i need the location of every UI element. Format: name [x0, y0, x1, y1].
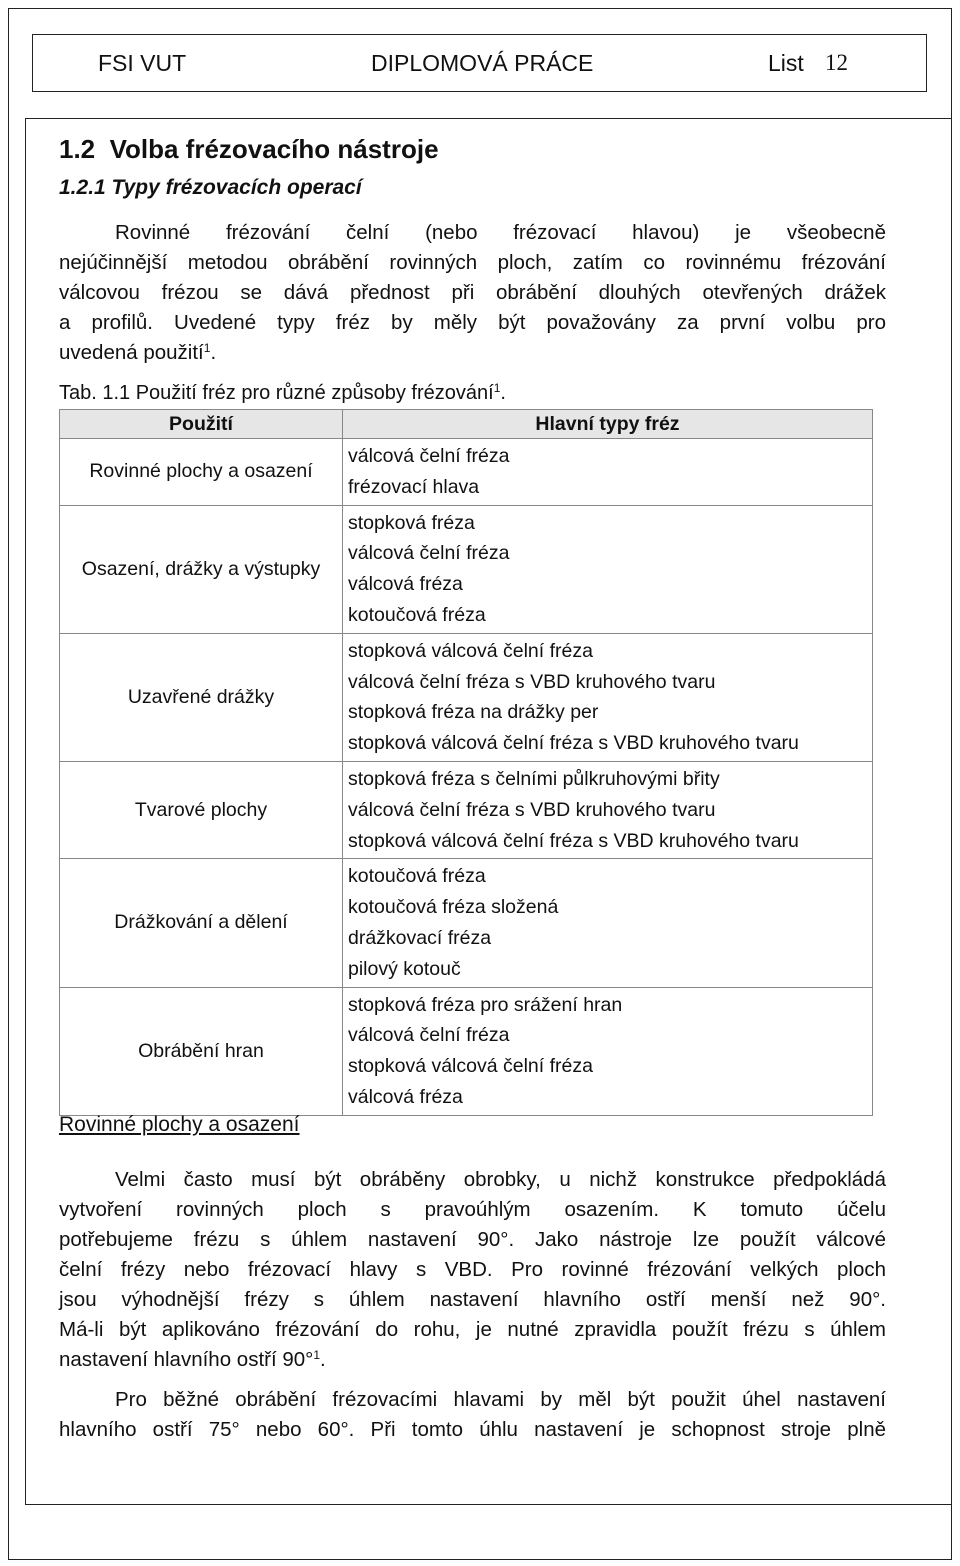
paragraph-3 — [59, 1385, 886, 1445]
header-doc-type: DIPLOMOVÁ PRÁCE — [371, 50, 594, 76]
tool-type: stopková válcová čelní fréza s VBD kruhového tvaru — [348, 732, 799, 755]
intro-line: nejúčinnější metodou obrábění rovinných ploch, zatím co rovinnému frézování — [59, 251, 886, 274]
intro-end: . — [210, 341, 217, 364]
table-row — [60, 761, 873, 858]
para2-line: potřebujeme frézu s úhlem nastavení 90°. Jako nástroje lze použít válcové — [59, 1228, 886, 1251]
tool-type: válcová čelní fréza s VBD kruhového tvaru — [348, 798, 716, 821]
tool-type: kotoučová fréza složená — [348, 896, 559, 919]
tool-type: stopková fréza — [348, 511, 475, 534]
para3-line: Pro běžné obrábění frézovacími hlavami by měl být použit úhel nastavení — [115, 1388, 886, 1411]
table-row — [60, 439, 873, 506]
tool-type: válcová fréza — [348, 1085, 463, 1108]
tool-type: válcová čelní fréza — [348, 445, 510, 467]
cell-use: Rovinné plochy a osazení — [60, 439, 343, 506]
cell-use: Drážkování a dělení — [60, 859, 343, 987]
tool-type: stopková válcová čelní fréza — [348, 639, 593, 662]
tool-type: frézovací hlava — [348, 475, 480, 498]
citation-ref: 1 — [203, 341, 211, 355]
table-row — [60, 859, 873, 987]
table-caption-end: . — [500, 382, 506, 404]
column-header-use: Použití — [60, 410, 343, 439]
cell-types — [343, 761, 873, 858]
cell-use: Obrábění hran — [60, 987, 343, 1115]
intro-line: Rovinné frézování čelní (nebo frézovací hlavou) je všeobecně — [115, 221, 886, 244]
cell-use: Tvarové plochy — [60, 761, 343, 858]
cell-types — [343, 633, 873, 761]
tool-type: stopková válcová čelní fréza s VBD kruhového tvaru — [348, 829, 799, 852]
para3-line: hlavního ostří 75° nebo 60°. Při tomto úhlu nastavení je schopnost stroje plně — [59, 1418, 886, 1441]
milling-tools-table — [59, 409, 873, 1116]
para2-line: vytvoření rovinných ploch s pravoúhlým osazením. K tomuto účelu — [59, 1198, 886, 1221]
citation-ref: 1 — [313, 1348, 321, 1362]
intro-line: a profilů. Uvedené typy fréz by měly být považovány za první volbu pro — [59, 311, 886, 334]
table-caption — [59, 382, 506, 405]
cell-types — [343, 987, 873, 1115]
table-row — [60, 505, 873, 633]
intro-line: válcovou frézou se dává přednost při obrábění dlouhých otevřených drážek — [59, 281, 886, 304]
tool-type: stopková válcová čelní fréza — [348, 1055, 593, 1078]
para2-line: Má-li být aplikováno frézování do rohu, je nutné zpravidla použít frézu s úhlem — [59, 1318, 886, 1341]
citation-ref: 1 — [493, 381, 501, 395]
tool-type: kotoučová fréza — [348, 865, 486, 888]
tool-type: stopková fréza na drážky per — [348, 701, 599, 724]
para2-end: . — [320, 1348, 326, 1371]
section-title: 1.2 Volba frézovacího nástroje — [59, 134, 439, 164]
cell-types — [343, 505, 873, 633]
table-row — [60, 987, 873, 1115]
para2-line: čelní frézy nebo frézovací hlavy s VBD. Pro rovinné frézování velkých ploch — [59, 1258, 886, 1281]
para2-line: jsou výhodnější frézy s úhlem nastavení hlavního ostří menší než 90°. — [59, 1288, 886, 1311]
tool-type: válcová čelní fréza — [348, 1024, 510, 1047]
para2-line: nastavení hlavního ostří 90° — [59, 1348, 314, 1371]
header-page-number: 12 — [825, 50, 848, 75]
tool-type: pilový kotouč — [348, 957, 461, 980]
tool-type: kotoučová fréza — [348, 603, 486, 626]
tool-type: válcová fréza — [348, 573, 463, 596]
tool-type: stopková fréza pro srážení hran — [348, 993, 623, 1016]
intro-paragraph — [59, 218, 886, 368]
table-caption-text: Tab. 1.1 Použití fréz pro různé způsoby frézování — [59, 382, 494, 404]
header-list-label: List — [768, 50, 804, 76]
column-header-types: Hlavní typy fréz — [343, 410, 873, 439]
table-row — [60, 633, 873, 761]
tool-type: válcová čelní fréza — [348, 542, 510, 565]
para2-line: Velmi často musí být obráběny obrobky, u nichž konstrukce předpokládá — [115, 1168, 886, 1191]
subheading: Rovinné plochy a osazení — [59, 1113, 300, 1136]
cell-use: Uzavřené drážky — [60, 633, 343, 761]
subsection-title: 1.2.1 Typy frézovacích operací — [59, 176, 362, 199]
tool-type: válcová čelní fréza s VBD kruhového tvaru — [348, 670, 716, 693]
tool-type: stopková fréza s čelními půlkruhovými břity — [348, 767, 720, 790]
paragraph-2 — [59, 1165, 886, 1375]
cell-types — [343, 859, 873, 987]
cell-types — [343, 439, 873, 506]
intro-line: uvedená použití — [59, 341, 204, 364]
tool-type: drážkovací fréza — [348, 926, 492, 949]
cell-use: Osazení, drážky a výstupky — [60, 505, 343, 633]
header-school: FSI VUT — [98, 50, 187, 76]
